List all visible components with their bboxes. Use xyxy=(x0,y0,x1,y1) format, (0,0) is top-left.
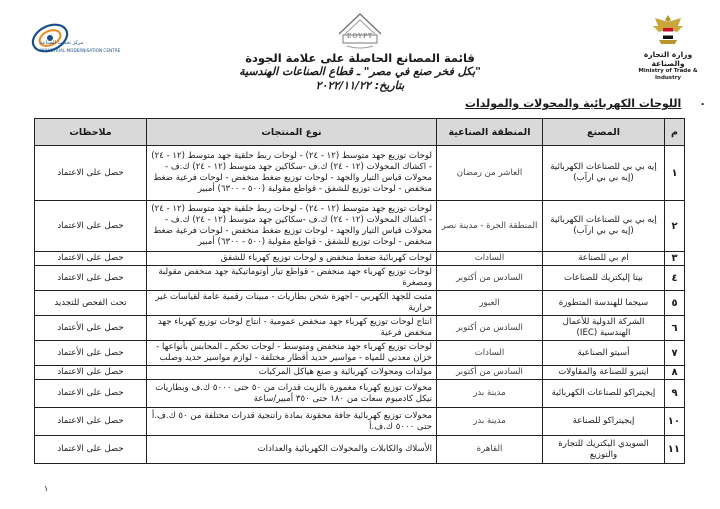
row-region: السادس من أكتوبر xyxy=(437,366,543,380)
document-subtitle: "بكل فخر صنع في مصر" ـ قطاع الصناعات الهندسية xyxy=(239,65,481,78)
table-row xyxy=(35,146,685,201)
header-factory: المصنع xyxy=(543,119,665,146)
row-num: ٥ xyxy=(665,291,685,316)
ministry-logo xyxy=(628,12,708,80)
row-factory: سيجما للهندسة المتطورة xyxy=(543,291,665,316)
row-products: انتاج لوحات توزيع كهرباء جهد منخفض عمومية - انتاج لوحات توزيع كهرباء جهد منخفض فرعية xyxy=(147,316,437,341)
row-notes: حصل على الأعتماد xyxy=(35,316,147,341)
row-num: ٦ xyxy=(665,316,685,341)
row-num: ١ xyxy=(665,146,685,201)
row-notes: حصل على الاعتماد xyxy=(35,252,147,266)
imc-logo-arabic: مركز تحديث الصناعة xyxy=(40,40,84,46)
row-region: العبور xyxy=(437,291,543,316)
row-products: لوحات توزيع كهرباء جهد منخفض - قواطع تيار أوتوماتيكية جهد منخفض مقولبة ومصغرة xyxy=(147,266,437,291)
table-header-row xyxy=(35,119,685,146)
document-titles xyxy=(150,51,570,93)
row-notes: تحت الفحص للتجديد xyxy=(35,291,147,316)
header-products: نوع المنتجات xyxy=(147,119,437,146)
row-notes: حصل على الاعتماد xyxy=(35,146,147,201)
table-row xyxy=(35,266,685,291)
page-number: ١ xyxy=(44,484,49,493)
header-notes: ملاحظات xyxy=(35,119,147,146)
row-factory: الشركة الدولية للأعمال الهندسية (IEC) xyxy=(543,316,665,341)
row-factory: إيه بي بي للصناعات الكهربائية (إيه بي بي ارآب) xyxy=(543,201,665,252)
table-row xyxy=(35,252,685,266)
row-products: الأسلاك والكابلات والمحولات الكهربائية والعدادات xyxy=(147,436,437,464)
imc-logo-english: INDUSTRIAL MODERNISATION CENTRE xyxy=(40,48,121,53)
document-title: قائمة المصانع الحاصلة على علامة الجودة xyxy=(245,51,475,65)
row-region: مدينة بدر xyxy=(437,408,543,436)
row-factory: السويدي اليكتريك للتجارة والتوزيع xyxy=(543,436,665,464)
row-region: المنطقة الحرة - مدينة نصر xyxy=(437,201,543,252)
row-factory: إيجيتراكو للصناعات الكهربائية xyxy=(543,380,665,408)
row-products: محولات توزيع كهرباء مغمورة بالزيت قدرات من ٥٠ حتى ٥٠٠٠ ك.ف وبطاريات نيكل كادميوم سعات من ١٨٠ حتى ٣٥٠ أمبير/ساعة xyxy=(147,380,437,408)
row-num: ٧ xyxy=(665,341,685,366)
table-row xyxy=(35,341,685,366)
row-num: ٤ xyxy=(665,266,685,291)
table-row xyxy=(35,366,685,380)
row-num: ١١ xyxy=(665,436,685,464)
row-region: السادات xyxy=(437,341,543,366)
document-date: بتاريخ: ٢٠٢٢/١١/٢٢ xyxy=(315,79,405,92)
egypt-quality-logo xyxy=(333,10,387,50)
ministry-name-arabic: وزارة التجارة والصناعة xyxy=(643,50,693,68)
row-num: ٢ xyxy=(665,201,685,252)
factories-table xyxy=(34,118,685,464)
eagle-icon xyxy=(649,12,687,46)
row-notes: حصل على الاعتماد xyxy=(35,408,147,436)
imc-logo xyxy=(28,14,138,80)
row-region: السادس من أكتوبر xyxy=(437,316,543,341)
table-row xyxy=(35,436,685,464)
row-num: ٣ xyxy=(665,252,685,266)
row-region: القاهرة xyxy=(437,436,543,464)
row-products: مثبت للجهد الكهربي - اجهزة شحن بطاريات - مبينات رقمية عامة لقياسات غير حرارية xyxy=(147,291,437,316)
row-products: مولدات ومحولات كهربائية و صنع هياكل المركبات xyxy=(147,366,437,380)
egypt-logo-text: EGYPT xyxy=(346,33,374,40)
section-bullet: ٠ xyxy=(699,97,706,110)
section-heading xyxy=(465,97,706,110)
row-products: لوحات توزيع كهرباء جهد منخفض ومتوسط - لوحات تحكم ـ المحابس بأنواعها - خزان معدني للمياه - مواسير حديد أقطار مختلفة - لوازم مواسير حديد وصلب xyxy=(147,341,437,366)
row-region: مدينة بدر xyxy=(437,380,543,408)
section-title: اللوحات الكهربائية والمحولات والمولدات xyxy=(464,97,682,110)
row-num: ١٠ xyxy=(665,408,685,436)
row-region: العاشر من رمضان xyxy=(437,146,543,201)
row-notes: حصل على الاعتماد xyxy=(35,366,147,380)
row-products: لوحات توزيع جهد متوسط (١٢ - ٢٤) - لوحات ربط حلقية جهد متوسط (١٢ - ٢٤) - اكشاك المحولات (١٢ - ٢٤) ك.ف -سكاكين جهد متوسط (١٢ - ٢٤) ك.ف - محولات قياس التيار والجهد - لوحات توزيع ضغط منخفض - لوحات فرعية ضغط منخفض - لوحات توزيع للشفق - قواطع مقولبة (٥٠٠ - ٦٣٠٠) أمبير xyxy=(147,146,437,201)
table-row xyxy=(35,291,685,316)
row-notes: حصل على الأعتماد xyxy=(35,341,147,366)
row-factory: ايتيرو للصناعة والمقاولات xyxy=(543,366,665,380)
table-row xyxy=(35,316,685,341)
header-region: المنطقة الصناعية xyxy=(437,119,543,146)
row-products: محولات توزيع كهربائية جافة محقونة بمادة راتنجية قدرات مختلفة من ٥٠ ك.ف.أ حتى ٥٠٠٠ ك.ف.أ xyxy=(147,408,437,436)
row-factory: ام بي للصناعة xyxy=(543,252,665,266)
row-factory: إيه بي بي للصناعات الكهربائية (إيه بي بي ارآب) xyxy=(543,146,665,201)
row-region: السادس من أكتوبر xyxy=(437,266,543,291)
row-notes: حصل على الاعتماد xyxy=(35,266,147,291)
ministry-name-english: Ministry of Trade & Industry xyxy=(638,68,698,81)
table-row xyxy=(35,380,685,408)
row-region: السادات xyxy=(437,252,543,266)
row-factory: إيجيتراكو للصناعة xyxy=(543,408,665,436)
row-notes: حصل على الاعتماد xyxy=(35,201,147,252)
row-factory: أسيتو الصناعية xyxy=(543,341,665,366)
row-notes: حصل على الاعتماد xyxy=(35,436,147,464)
table-row xyxy=(35,201,685,252)
row-products: لوحات توزيع جهد متوسط (١٢ - ٢٤) - لوحات ربط حلقية جهد متوسط (١٢ - ٢٤) - اكشاك المحولات (١٢ - ٢٤) ك.ف -سكاكين جهد متوسط (١٢ - ٢٤) ك.ف - محولات قياس التيار والجهد - لوحات توزيع ضغط منخفض - لوحات فرعية ضغط منخفض - لوحات توزيع للشفق - قواطع مقولبة (٥٠٠ - ٦٣٠٠) أمبير xyxy=(147,201,437,252)
row-num: ٩ xyxy=(665,380,685,408)
row-factory: بيتا إليكتريك للصناعات xyxy=(543,266,665,291)
header-num: م xyxy=(665,119,685,146)
row-num: ٨ xyxy=(665,366,685,380)
table-row xyxy=(35,408,685,436)
row-products: لوحات كهربائية ضغط منخفض و لوحات توزيع كهرباء للشفق xyxy=(147,252,437,266)
document-header xyxy=(0,0,720,118)
row-notes: حصل على الاعتماد xyxy=(35,380,147,408)
